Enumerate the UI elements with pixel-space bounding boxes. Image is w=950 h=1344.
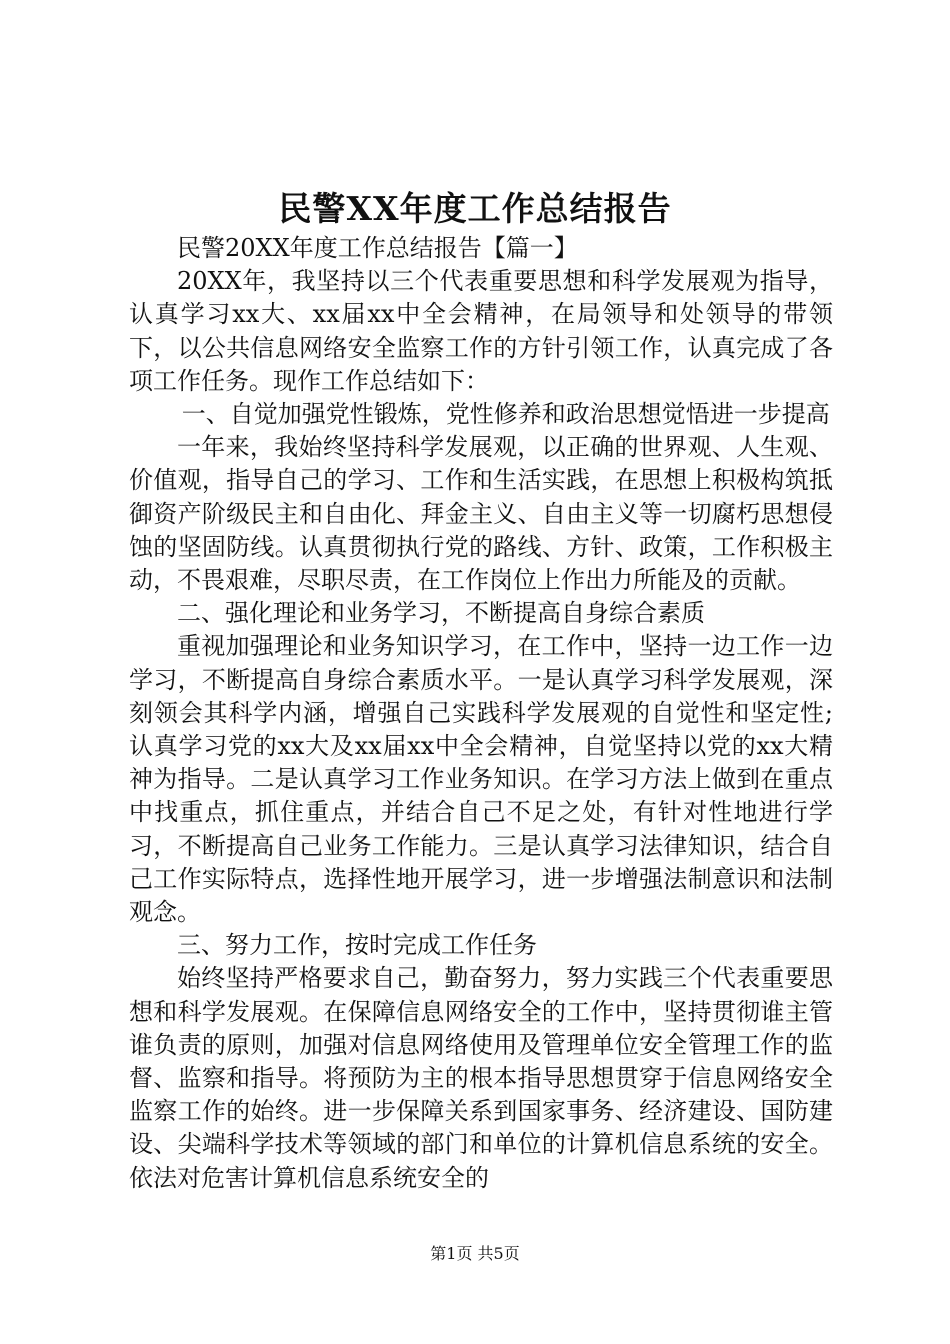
subtitle-paragraph: 民警20XX年度工作总结报告【篇一】 xyxy=(177,234,578,262)
section-3-paragraph: 始终坚持严格要求自己，勤奋努力，努力实践三个代表重要思想和科学发展观。在保障信息网络安全的工作中，坚持贯彻谁主管谁负责的原则，加强对信息网络使用及管理单位安全管理工作的监督、监察和指导。将预防为主的根本指导思想贯穿于信息网络安全监察工作的始终。进一步保障关系到国家事务、经济建设、国防建设、尖端科学技术等领域的部门和单位的计算机信息系统的安全。依法对危害计算机信息系统安全的 xyxy=(129,964,833,1192)
intro-paragraph: 20XX年，我坚持以三个代表重要思想和科学发展观为指导，认真学习xx大、xx届xx中全会精神，在局领导和处领导的带领下，以公共信息网络安全监察工作的方针引领工作，认真完成了各项工作任务。现作工作总结如下： xyxy=(129,267,833,395)
document-title: 民警XX年度工作总结报告 xyxy=(278,189,672,228)
section-2-paragraph: 重视加强理论和业务知识学习，在工作中，坚持一边工作一边学习，不断提高自身综合素质水平。一是认真学习科学发展观，深刻领会其科学内涵，增强自己实践科学发展观的自觉性和坚定性;认真学习党的xx大及xx届xx中全会精神，自觉坚持以党的xx大精神为指导。二是认真学习工作业务知识。在学习方法上做到在重点中找重点，抓住重点，并结合自己不足之处，有针对性地进行学习，不断提高自己业务工作能力。三是认真学习法律知识，结合自己工作实际特点，选择性地开展学习，进一步增强法制意识和法制观念。 xyxy=(129,632,833,927)
section-heading-3: 三、努力工作，按时完成工作任务 xyxy=(177,931,537,960)
section-heading-2: 二、强化理论和业务学习，不断提高自身综合素质 xyxy=(177,599,705,628)
section-heading-1: 一、自觉加强党性锻炼，党性修养和政治思想觉悟进一步提高 xyxy=(181,400,830,429)
page-number-footer: 第1页 共5页 xyxy=(430,1244,520,1263)
section-1-paragraph: 一年来，我始终坚持科学发展观，以正确的世界观、人生观、价值观，指导自己的学习、工作和生活实践，在思想上积极构筑抵御资产阶级民主和自由化、拜金主义、自由主义等一切腐朽思想侵蚀的坚固防线。认真贯彻执行党的路线、方针、政策，工作积极主动，不畏艰难，尽职尽责，在工作岗位上作出力所能及的贡献。 xyxy=(129,433,833,595)
document-body xyxy=(129,232,833,1195)
